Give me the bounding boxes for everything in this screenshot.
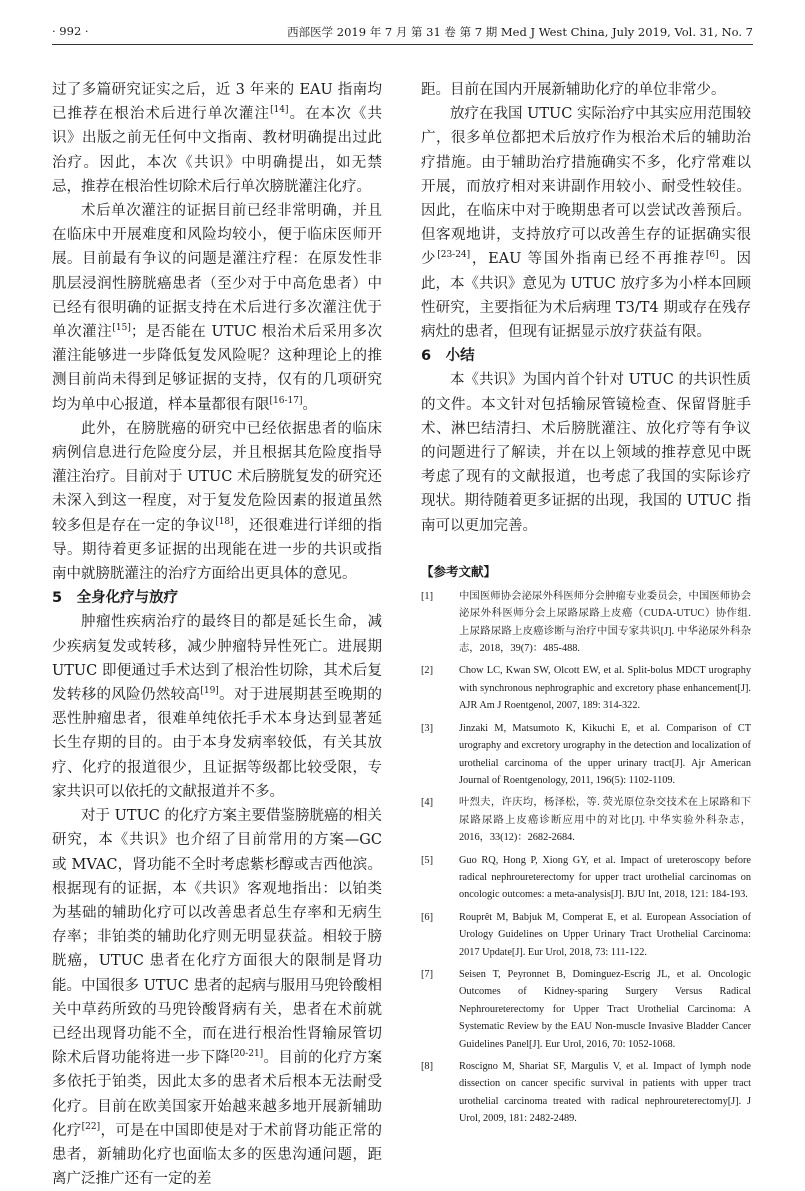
citation[interactable]: [14] [270,105,289,116]
citation[interactable]: [16-17] [269,395,303,406]
section-heading: 5 全身化疗与放疗 [52,590,179,607]
paragraph: 对于 UTUC 的化疗方案主要借鉴膀胱癌的相关研究，本《共识》也介绍了目前常用的方案—GC 或 MVAC，肾功能不全时考虑紫杉醇或吉西他滨。根据现有的证据，本《共识》客观地指出：以铂类为基础的辅助化疗可以改善患者总生存率和无病生存率；非铂类的辅助化疗则无明显获益。相较于膀胱癌，UTUC 患者在化疗方面很大的限制是肾功能。中国很多 UTUC 患者的起病与服用马兜铃酸相关中草药所致的马兜铃酸肾病有关，患者在术前就已经出现肾功能不全，而在进行根治性肾输尿管切除术后肾功能将进一步下降[20-21]。目前的化疗方案多依托于铂类，因此太多的患者术后根本无法耐受化疗。目前在欧美国家开始越来越多地开展新辅助化疗[22]，可是在中国即使是对于术前肾功能正常的患者，新辅助化疗也面临太多的医患沟通问题，距离广泛推广还有一定的差 [52,808,383,1188]
paragraph: 此外，在膀胱癌的研究中已经依据患者的临床病例信息进行危险度分层，并且根据其危险度指导灌注治疗。目前对于 UTUC 术后膀胱复发的研究还未深入到这一程度，对于复发危险因素的报道虽然较多但是存在一定的争议[18]，还很难进行详细的指导。期待着更多证据的出现能在进一步的共识或指南中就膀胱灌注的治疗方面给出更具体的意见。 [52,420,383,583]
reference-number: [3] [421,722,434,734]
right-column [421,78,751,1133]
paragraph: 术后单次灌注的证据目前已经非常明确，并且在临床中开展难度和风险均较小，便于临床医师开展。目前最有争议的问题是灌注疗程：在原发性非肌层浸润性膀胱癌患者（至少对于中高危患者）中已经有很明确的证据支持在术后进行多次灌注优于单次灌注[15]；是否能在 UTUC 根治术后采用多次灌注能够进一步降低复发风险呢？这种理论上的推测目前尚未得到足够证据的支持，仅有的几项研究均为单中心报道，样本量都很有限[16-17]。 [52,203,382,413]
reference-number: [5] [421,854,434,866]
references-title: 【参考文献】 [421,563,497,579]
reference-number: [4] [421,797,434,809]
citation[interactable]: [15] [112,323,131,334]
reference-number: [6] [421,911,434,923]
paragraph: 放疗在我国 UTUC 实际治疗中其实应用范围较广，很多单位都把术后放疗作为根治术后的辅助治疗措施。由于辅助治疗措施确实不多，化疗常难以开展，而放疗相对来讲副作用较小、耐受性较佳。因此，在临床中对于晚期患者可以尝试改善预后。但客观地讲，支持放疗可以改善生存的证据确实很少[23-24]，EAU 等国外指南已经不再推荐[6]。因此，本《共识》意见为 UTUC 放疗多为小样本回顾性研究，主要指征为术后病理 T3/T4 期或存在残存病灶的患者，但现有证据显示放疗获益有限。 [421,106,752,341]
reference-item: [4] 叶烈夫，许庆均，杨泽松，等. 荧光原位杂交技术在上尿路和下尿路尿路上皮癌诊断应用中的对比[J]. 中华实验外科杂志，2016，33(12)：2682-2684. [421,794,751,846]
reference-item: [3] Jinzaki M, Matsumoto K, Kikuchi E, et al. Comparison of CT urography and excretory urography in the detection and localization of urothelial carcinoma of the upper urinary tract[J]. Ajr American Journal of Roentgenology, 2011, 196(5): 1102-1109. [421,720,751,790]
paragraph: 距。目前在国内开展新辅助化疗的单位非常少。 [421,82,726,98]
reference-item: [6] Rouprêt M, Babjuk M, Comperat E, et al. European Association of Urology Guidelines on Upper Urinary Tract Urothelial Carcinoma: 2017 Update[J]. Eur Urol, 2018, 73: 111-122. [421,909,751,961]
citation[interactable]: [20-21] [230,1049,264,1060]
reference-item: [1] 中国医师协会泌尿外科医师分会肿瘤专业委员会，中国医师协会泌尿外科医师分会上尿路尿路上皮癌（CUDA-UTUC）协作组. 上尿路尿路上皮癌诊断与治疗中国专家共识[J]. 中华泌尿外科杂志，2018，39(7)：485-488. [421,588,751,658]
reference-number: [1] [421,590,434,602]
left-column [52,78,382,1191]
paragraph: 过了多篇研究证实之后，近 3 年来的 EAU 指南均已推荐在根治术后进行单次灌注[14]。在本次《共识》出版之前无任何中文指南、教材明确提出过此治疗。因此，本次《共识》中明确提出，如无禁忌，推荐在根治性切除术后行单次膀胱灌注化疗。 [52,82,383,195]
reference-number: [8] [421,1061,434,1073]
reference-list [421,588,751,1128]
page-number: · 992 · [52,24,89,38]
reference-item: [5] Guo RQ, Hong P, Xiong GY, et al. Impact of ureteroscopy before radical nephroureterectomy for upper tract urothelial carcinomas on oncologic outcomes: a meta-analysis[J]. BJU Int, 2018, 121: 184-193. [421,852,751,904]
citation[interactable]: [23-24] [437,250,471,261]
reference-item: [7] Seisen T, Peyronnet B, Dominguez-Escrig JL, et al. Oncologic Outcomes of Kidney-sparing Surgery Versus Radical Nephroureterectomy for Upper Tract Urothelial Carcinoma: A Systematic Review by the EAU Non-muscle Invasive Bladder Cancer Guidelines Panel[J]. Eur Urol, 2016, 70: 1052-1068. [421,966,751,1053]
reference-item: [2] Chow LC, Kwan SW, Olcott EW, et al. Split-bolus MDCT urography with synchronous nephrographic and excretory phase enhancement[J]. AJR Am J Roentgenol, 2007, 189: 314-322. [421,662,751,714]
paragraph: 肿瘤性疾病治疗的最终目的都是延长生命，减少疾病复发或转移，减少肿瘤特异性死亡。进展期 UTUC 即便通过手术达到了根治性切除，其术后复发转移的风险仍然较高[19]。对于进展期甚至晚期的恶性肿瘤患者，很难单纯依托手术本身达到显著延长生存期的目的。由于本身发病率较低，有关其放疗、化疗的报道很少，且证据等级都比较受限，专家共识可以依托的文献报道并不多。 [52,614,383,800]
journal-citation: 西部医学 2019 年 7 月 第 31 卷 第 7 期 Med J West China, July 2019, Vol. 31, No. 7 [287,25,753,39]
citation[interactable]: [18] [215,516,234,527]
citation[interactable]: [22] [81,1121,101,1132]
reference-number: [2] [421,665,434,677]
reference-item: [8] Roscigno M, Shariat SF, Margulis V, et al. Impact of lymph node dissection on cancer specific survival in patients with upper tract urothelial carcinoma treated with radical nephroureterectomy[J]. J Urol, 2009, 181: 2482-2489. [421,1058,751,1128]
section-heading: 6 小结 [421,348,475,365]
reference-number: [7] [421,968,434,980]
paragraph: 本《共识》为国内首个针对 UTUC 的共识性质的文件。本文针对包括输尿管镜检查、保留肾脏手术、淋巴结清扫、术后膀胱灌注、放化疗等有争议的问题进行了解读，并在以上领域的推荐意见中既考虑了现有的文献报道，也考虑了我国的实际诊疗现状。期待随着更多证据的出现，我国的 UTUC 指南可以更加完善。 [421,372,751,534]
citation[interactable]: [6] [705,250,719,261]
running-header [52,22,753,45]
citation[interactable]: [19] [200,686,219,697]
